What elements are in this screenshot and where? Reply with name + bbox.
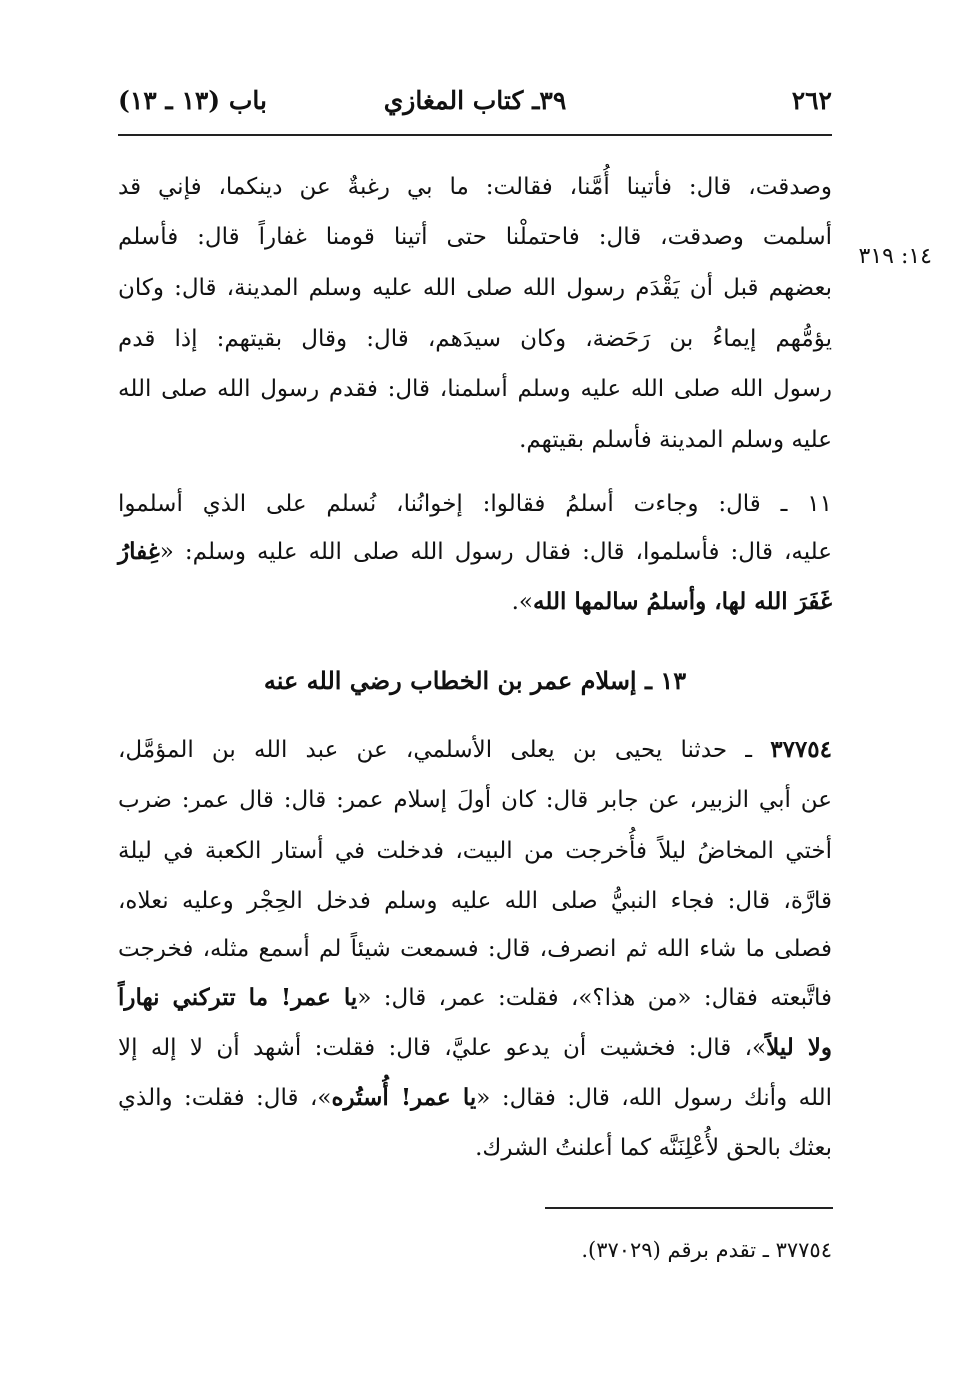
text-span: الله وأنك رسول الله، قال: فقال: « (476, 1085, 832, 1111)
hadith-number: ٣٧٧٥٤ (770, 736, 832, 763)
page-number: ٢٦٢ (791, 86, 832, 115)
text-line (118, 1024, 832, 1072)
text-line: بعثك بالحق لأُعْلِنَنَّه كما أعلنتُ الشرك. (475, 1135, 832, 1161)
text-span: »، قال: فخشيت أن يدعو عليَّ، قال: فقلت: أشهد أن لا إله إلا (118, 1035, 767, 1061)
prophetic-quote: ولا ليلاً (766, 1034, 832, 1061)
text-line: يؤمُّهم إيماءُ بن رَحَضة، وكان سيدَهم، قال: وقال بقيتهم: إذا قدم (118, 326, 832, 352)
text-span: فاتَّبعته فقال: «من هذا؟»، فقلت: عمر، قال: « (357, 985, 832, 1011)
text-line: رسول الله صلى الله عليه وسلم أسلمنا، قال: فقدم رسول الله صلى الله (118, 376, 832, 402)
book-title: ٣٩ـ كتاب المغازي (383, 86, 567, 115)
text-line: بعضهم قبل أن يَقْدَم رسول الله صلى الله عليه وسلم المدينة، قال: وكان (118, 275, 832, 301)
text-line (118, 528, 832, 576)
text-line: عن أبي الزبير، عن جابر قال: كان أولَ إسلام عمر: قال: قال عمر: ضرب (118, 787, 832, 813)
section-label: باب (١٣ ـ ١٣) (118, 86, 267, 115)
text-line: أختي المخاضُ ليلاً فأُخرجت من البيت، فدخلت في أستار الكعبة في ليلة (118, 838, 832, 864)
footnote-rule (545, 1207, 833, 1209)
prophetic-quote: يا عمر! ما تتركني نهاراً (118, 984, 358, 1011)
text-line: عليه وسلم المدينة فأسلم بقيتهم. (519, 427, 832, 453)
text-line (118, 974, 832, 1022)
text-line (118, 1074, 832, 1122)
text-line: وصدقت، قال: فأتينا أُمَّنا، فقالت: ما بي رغبةٌ عن دينكما، فإني قد (118, 174, 832, 200)
text-span: عليه، قال: فأسلموا، قال: فقال رسول الله صلى الله عليه وسلم: « (159, 539, 832, 565)
text-line (118, 578, 832, 626)
text-line: أسلمت وصدقت، قال: فاحتملْنا حتى أتينا قومنا غفاراً قال: فأسلم (118, 224, 832, 250)
header-rule (118, 134, 832, 136)
text-line (118, 726, 832, 774)
text-line: قارَّة، قال: فجاء النبيُّ صلى الله عليه وسلم فدخل الحِجْر وعليه نعلاه، (118, 888, 832, 914)
prophetic-quote: يا عمر! أُستُره (331, 1084, 477, 1111)
footnote: ٣٧٧٥٤ ـ تقدم برقم (٣٧٠٢٩). (581, 1238, 832, 1262)
prophetic-quote: غَفَرَ الله لها، وأسلمُ سالمها الله (533, 588, 832, 615)
text-line: ١١ ـ قال: وجاءت أسلمُ فقالوا: إخوانُنا، نُسلم على الذي أسلموا (118, 491, 832, 517)
text-span: »، قال: فقلت: والذي (118, 1085, 332, 1111)
margin-reference: ١٤: ٣١٩ (858, 244, 932, 269)
prophetic-quote: غِفارُ (118, 538, 160, 565)
running-header (118, 86, 832, 126)
text-span: ـ حدثنا يحيى بن يعلى الأسلمي، عن عبد الله بن المؤمَّل، (118, 737, 771, 763)
section-heading: ١٣ ـ إسلام عمر بن الخطاب رضي الله عنه (263, 666, 687, 695)
text-line: فصلى ما شاء الله ثم انصرف، قال: فسمعت شيئاً لم أسمع مثله، فخرجت (118, 936, 832, 962)
text-span: ». (511, 589, 533, 615)
